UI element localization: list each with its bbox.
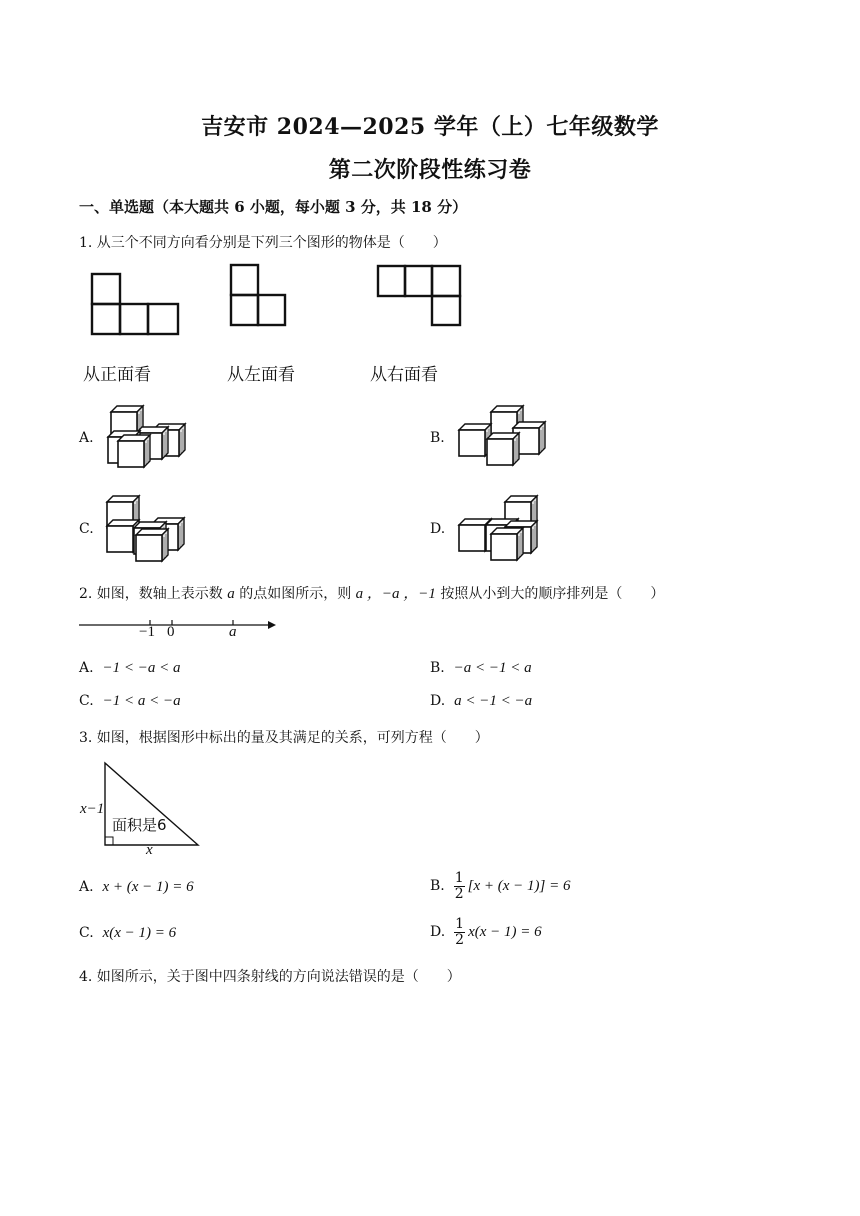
q1-option-a-label: A. (79, 430, 94, 446)
left-view-label: 从左面看 (227, 365, 295, 385)
tick-label-a: a (229, 624, 237, 640)
q1-option-b-label: B. (430, 430, 445, 446)
triangle-area-label: 面积是6 (112, 816, 167, 834)
q1-option-c-label: C. (79, 521, 94, 537)
front-view-label: 从正面看 (83, 365, 151, 385)
q3-option-d: D. $\frac{1}{2}$ x(x − 1) = 6 (430, 916, 542, 948)
variable-a: a (227, 586, 235, 602)
q1-option-d-label: D. (430, 521, 446, 537)
question-3-stem: 3. 如图，根据图形中标出的量及其满足的关系，可列方程（ ） (79, 730, 489, 746)
section-heading: 一、单选题（本大题共 6 小题，每小题 3 分，共 18 分） (79, 198, 468, 216)
q3-option-a: A. x + (x − 1) = 6 (79, 879, 194, 895)
tick-label-neg1: −1 (139, 624, 155, 640)
q2-option-c: C. −1 < a < −a (79, 693, 181, 709)
fraction-half: $\frac{1}{2}$ (454, 870, 464, 902)
question-4-stem: 4. 如图所示，关于图中四条射线的方向说法错误的是（ ） (79, 969, 461, 985)
page-title: 吉安市 2024—2025 学年（上）七年级数学 (201, 114, 659, 140)
q2-option-b: B. −a < −1 < a (430, 660, 532, 676)
fraction-half: $\frac{1}{2}$ (455, 916, 465, 948)
triangle-side-label: x−1 (80, 801, 105, 817)
q2-value-list: a ，−a ，−1 (355, 586, 436, 602)
triangle-base-label: x (146, 842, 153, 858)
question-2-stem: 2. 如图，数轴上表示数 a 的点如图所示，则 a ，−a ，−1 按照从小到大的顺序排列是（ ） (79, 586, 665, 602)
q3-option-b: B. $\frac{1}{2}$ [x + (x − 1)] = 6 (430, 870, 571, 902)
question-1-stem: 1. 从三个不同方向看分别是下列三个图形的物体是（ ） (79, 235, 447, 251)
q3-option-c: C. x(x − 1) = 6 (79, 925, 177, 941)
right-view-label: 从右面看 (370, 365, 438, 385)
tick-label-0: 0 (167, 624, 175, 640)
page-subtitle: 第二次阶段性练习卷 (328, 157, 532, 183)
q2-option-d: D. a < −1 < −a (430, 693, 533, 709)
q2-option-a: A. −1 < −a < a (79, 660, 181, 676)
